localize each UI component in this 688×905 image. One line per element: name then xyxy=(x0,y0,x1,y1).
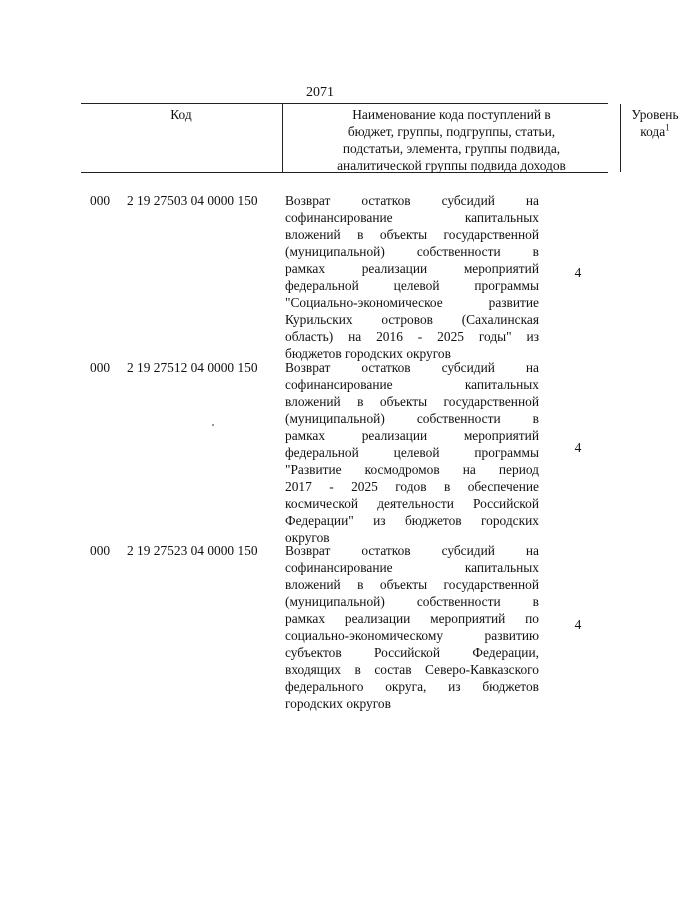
desc-line: вложений в объекты государственной xyxy=(285,227,539,242)
desc-line: Федерации" из бюджетов городских xyxy=(285,513,539,528)
desc-line: (муниципальной) собственности в xyxy=(285,244,539,259)
page-number: 2071 xyxy=(306,85,334,100)
desc-line: рамках реализации мероприятий по xyxy=(285,611,539,626)
revenue-code: 2 19 27503 04 0000 150 xyxy=(127,193,258,208)
desc-line: субъектов Российской Федерации, xyxy=(285,645,539,660)
desc-line: софинансирование капитальных xyxy=(285,210,539,225)
revenue-code: 2 19 27523 04 0000 150 xyxy=(127,543,258,558)
desc-line: софинансирование капитальных xyxy=(285,560,539,575)
header-name-line: бюджет, группы, подгруппы, статьи, xyxy=(347,124,556,139)
desc-line: социально-экономическому развитию xyxy=(285,628,539,643)
desc-line: область) на 2016 - 2025 годы" из xyxy=(285,329,539,344)
code-level: 4 xyxy=(574,617,582,632)
header-code-label: Код xyxy=(170,107,192,122)
revenue-code: 2 19 27512 04 0000 150 xyxy=(127,360,258,375)
desc-line: рамках реализации мероприятий xyxy=(285,261,539,276)
desc-line: федерального округа, из бюджетов xyxy=(285,679,539,694)
admin-code: 000 xyxy=(90,193,111,208)
desc-line: Курильских островов (Сахалинская xyxy=(285,312,539,327)
header-level xyxy=(622,104,688,172)
scan-speck xyxy=(212,424,214,426)
code-level: 4 xyxy=(574,440,582,455)
admin-code: 000 xyxy=(90,360,111,375)
desc-line: входящих в состав Северо-Кавказского xyxy=(285,662,539,677)
revenue-description xyxy=(285,192,539,362)
desc-line: 2017 - 2025 годов в обеспечение xyxy=(285,479,539,494)
desc-line: рамках реализации мероприятий xyxy=(285,428,539,443)
desc-line: вложений в объекты государственной xyxy=(285,577,539,592)
desc-line: федеральной целевой программы xyxy=(285,278,539,293)
desc-line: софинансирование капитальных xyxy=(285,377,539,392)
header-level-line1: Уровень xyxy=(631,107,679,122)
table-header xyxy=(81,103,679,173)
desc-line: городских округов xyxy=(285,696,391,711)
desc-line: "Развитие космодромов на период xyxy=(285,462,539,477)
desc-line: Возврат остатков субсидий на xyxy=(285,543,539,558)
header-code xyxy=(81,104,281,172)
desc-line: Возврат остатков субсидий на xyxy=(285,193,539,208)
header-name-line: подстатьи, элемента, группы подвида, xyxy=(342,141,561,156)
header-name-line: аналитической группы подвида доходов xyxy=(337,158,566,173)
header-name-line: Наименование кода поступлений в xyxy=(352,107,551,122)
desc-line: "Социально-экономическое развитие xyxy=(285,295,539,310)
desc-line: вложений в объекты государственной xyxy=(285,394,539,409)
desc-line: Возврат остатков субсидий на xyxy=(285,360,539,375)
header-name xyxy=(282,104,621,172)
desc-line: федеральной целевой программы xyxy=(285,445,539,460)
desc-line: бюджетов городских округов xyxy=(285,346,451,361)
admin-code: 000 xyxy=(90,543,111,558)
header-level-line2: кода xyxy=(640,124,666,139)
desc-line: (муниципальной) собственности в xyxy=(285,411,539,426)
desc-line: космической деятельности Российской xyxy=(285,496,539,511)
footnote-marker: 1 xyxy=(665,122,670,133)
desc-line: округов xyxy=(285,530,330,545)
revenue-description xyxy=(285,359,539,546)
revenue-description xyxy=(285,542,539,712)
desc-line: (муниципальной) собственности в xyxy=(285,594,539,609)
code-level: 4 xyxy=(574,265,582,280)
